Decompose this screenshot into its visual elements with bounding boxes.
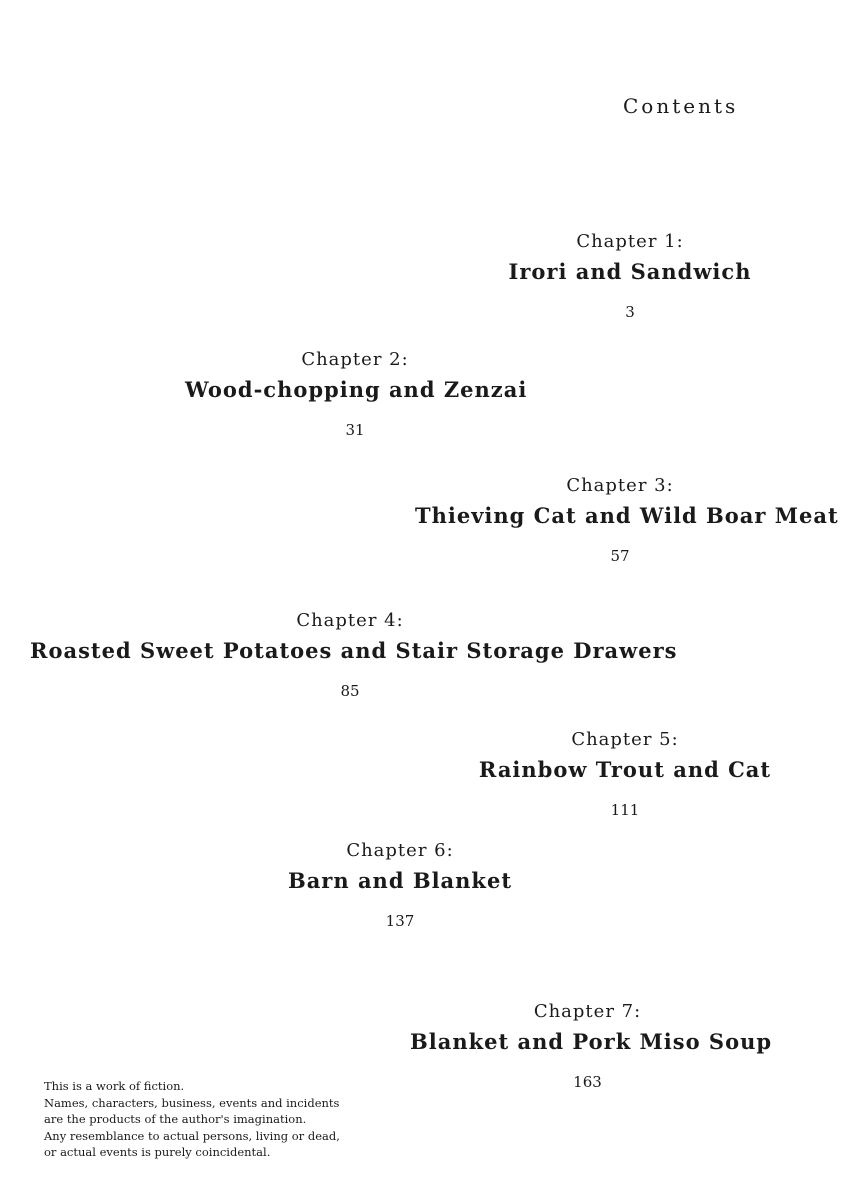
disclaimer-line: Any resemblance to actual persons, living or dead, [44, 1128, 340, 1143]
chapter-label: Chapter 1: [576, 231, 684, 252]
chapter-title: Roasted Sweet Potatoes and Stair Storage Drawers [30, 638, 678, 663]
chapter-title: Irori and Sandwich [508, 259, 752, 284]
chapter-entry-5[interactable] [475, 728, 775, 820]
chapter-entry-4[interactable] [30, 609, 678, 701]
chapter-entry-1[interactable] [505, 230, 755, 322]
disclaimer-line: This is a work of fiction. [44, 1079, 185, 1093]
chapter-label: Chapter 3: [566, 475, 674, 496]
chapter-label: Chapter 5: [571, 729, 679, 750]
page-title: Contents [623, 94, 739, 118]
chapter-title: Barn and Blanket [287, 868, 513, 893]
chapter-title: Wood-chopping and Zenzai [185, 377, 528, 402]
fiction-disclaimer [44, 1078, 340, 1161]
chapter-label: Chapter 2: [301, 349, 409, 370]
disclaimer-line: are the products of the author's imagination. [44, 1112, 307, 1126]
chapter-page-number: 57 [610, 547, 630, 565]
disclaimer-line: or actual events is purely coincidental. [44, 1145, 271, 1159]
chapter-page-number: 3 [625, 303, 635, 321]
chapter-page-number: 31 [345, 421, 365, 439]
disclaimer-line: Names, characters, business, events and incidents [44, 1095, 340, 1110]
chapter-entry-7[interactable] [410, 1000, 773, 1092]
chapter-title: Blanket and Pork Miso Soup [410, 1029, 773, 1054]
chapter-page-number: 111 [610, 801, 640, 819]
chapter-label: Chapter 7: [533, 1001, 642, 1022]
chapter-entry-2[interactable] [185, 348, 528, 440]
chapter-title: Rainbow Trout and Cat [478, 757, 772, 782]
chapter-title: Thieving Cat and Wild Boar Meat [415, 503, 839, 528]
chapter-entry-6[interactable] [285, 839, 515, 931]
chapter-label: Chapter 4: [296, 610, 404, 631]
chapter-page-number: 163 [573, 1073, 602, 1091]
chapter-entry-3[interactable] [415, 474, 839, 566]
chapter-label: Chapter 6: [346, 840, 454, 861]
chapter-page-number: 137 [385, 912, 415, 930]
chapter-page-number: 85 [340, 682, 360, 700]
